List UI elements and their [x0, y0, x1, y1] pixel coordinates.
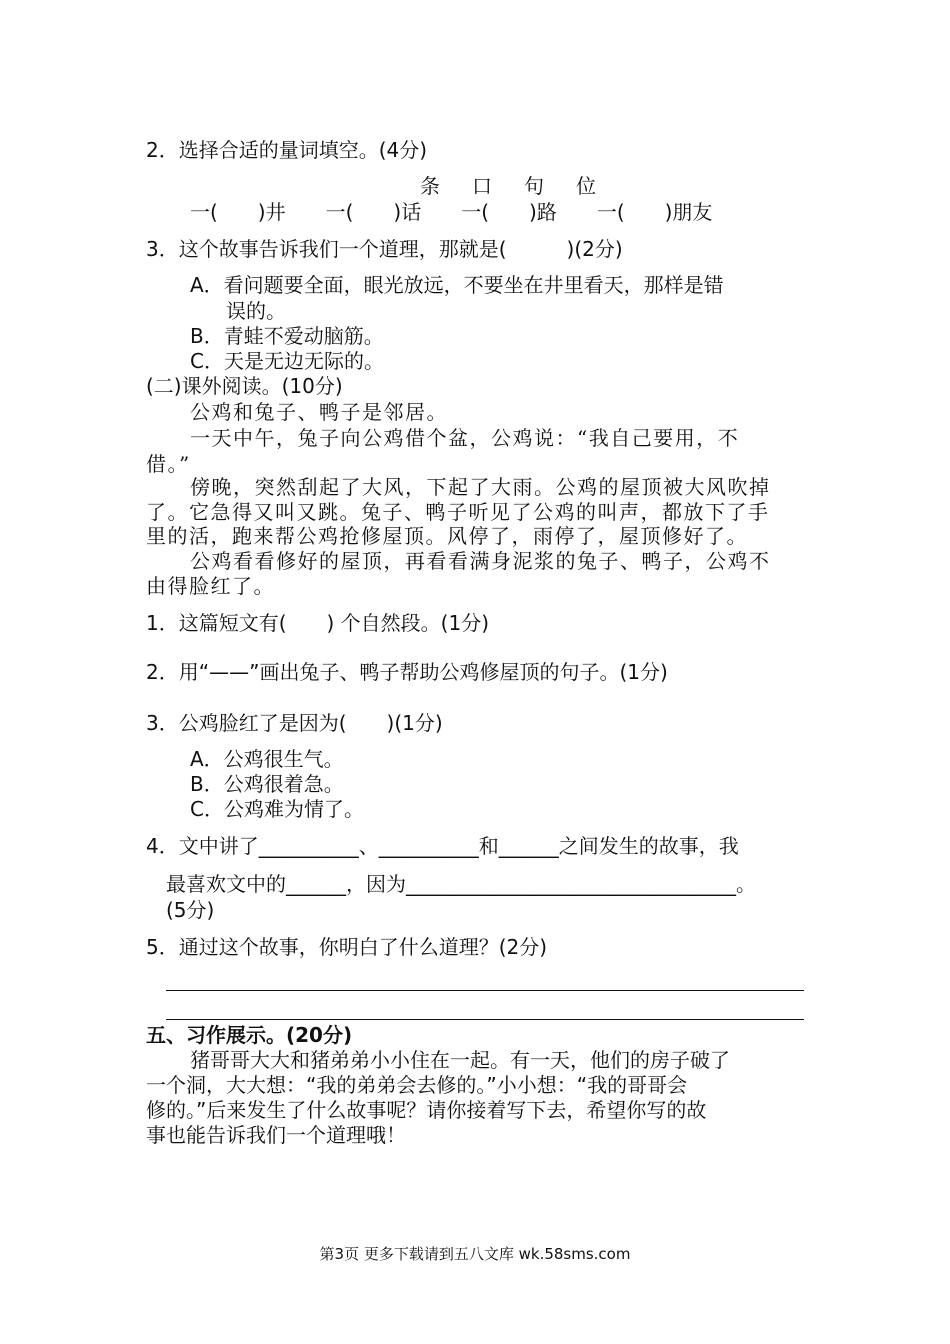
reading-section-heading: (二)课外阅读。(10分)	[146, 374, 343, 398]
q3-lesson-stem: 3．这个故事告诉我们一个道理，那就是( )(2分)	[146, 237, 623, 261]
page-footer: 第3页 更多下载请到五八文库 wk.58sms.com	[319, 1245, 631, 1263]
writing-prompt-line: 一个洞，大大想：“我的弟弟会去修的。”小小想：“我的哥哥会	[146, 1073, 688, 1097]
reading-q5: 5．通过这个故事，你明白了什么道理？(2分)	[146, 935, 548, 959]
passage-line: 公鸡和兔子、鸭子是邻居。	[190, 400, 448, 424]
passage-line: 里的活，跑来帮公鸡抢修屋顶。风停了，雨停了，屋顶修好了。	[146, 524, 748, 548]
reading-q4-line2: 最喜欢文中的______，因为_________________________________。	[166, 872, 756, 896]
reading-q3-option-c: C．公鸡难为情了。	[190, 797, 364, 821]
q3-option-b: B．青蛙不爱动脑筋。	[190, 324, 384, 348]
writing-prompt-line: 猪哥哥大大和猪弟弟小小住在一起。有一天，他们的房子破了	[190, 1048, 730, 1072]
answer-line	[166, 1019, 804, 1020]
reading-q3-stem: 3．公鸡脸红了是因为( )(1分)	[146, 711, 443, 735]
q3-option-a-line2: 误的。	[226, 299, 286, 323]
q2-blanks: 一( )井 一( )话 一( )路 一( )朋友	[190, 200, 713, 224]
reading-q2: 2．用“——”画出兔子、鸭子帮助公鸡修屋顶的句子。(1分)	[146, 660, 668, 684]
reading-q3-option-a: A．公鸡很生气。	[190, 747, 344, 771]
answer-line	[166, 990, 804, 991]
q3-option-c: C．天是无边无际的。	[190, 349, 384, 373]
passage-line: 由得脸红了。	[146, 574, 275, 598]
reading-q4-score: (5分)	[166, 898, 215, 922]
passage-line: 了。它急得又叫又跳。兔子、鸭子听见了公鸡的叫声，都放下了手	[146, 500, 770, 524]
writing-prompt-line: 事也能告诉我们一个道理哦！	[146, 1123, 406, 1147]
q2-word-options: 条 口 句 位	[420, 174, 602, 198]
writing-section-heading: 五、习作展示。(20分)	[146, 1023, 353, 1047]
reading-q1: 1．这篇短文有( ) 个自然段。(1分)	[146, 611, 490, 635]
passage-line: 公鸡看看修好的屋顶，再看看满身泥浆的兔子、鸭子，公鸡不	[190, 549, 771, 573]
q3-option-a-line1: A．看问题要全面，眼光放远，不要坐在井里看天，那样是错	[190, 273, 724, 297]
reading-q3-option-b: B．公鸡很着急。	[190, 772, 344, 796]
passage-line: 借。”	[146, 452, 191, 476]
reading-q4-line1: 4．文中讲了__________、__________和______之间发生的故事，我	[146, 834, 739, 858]
q2-measure-words-stem: 2．选择合适的量词填空。(4分)	[146, 138, 428, 162]
passage-line: 一天中午，兔子向公鸡借个盆，公鸡说：“我自己要用，不	[190, 426, 740, 450]
writing-prompt-line: 修的。”后来发生了什么故事呢？请你接着写下去，希望你写的故	[146, 1098, 707, 1122]
passage-line: 傍晚，突然刮起了大风，下起了大雨。公鸡的屋顶被大风吹掉	[190, 475, 771, 499]
